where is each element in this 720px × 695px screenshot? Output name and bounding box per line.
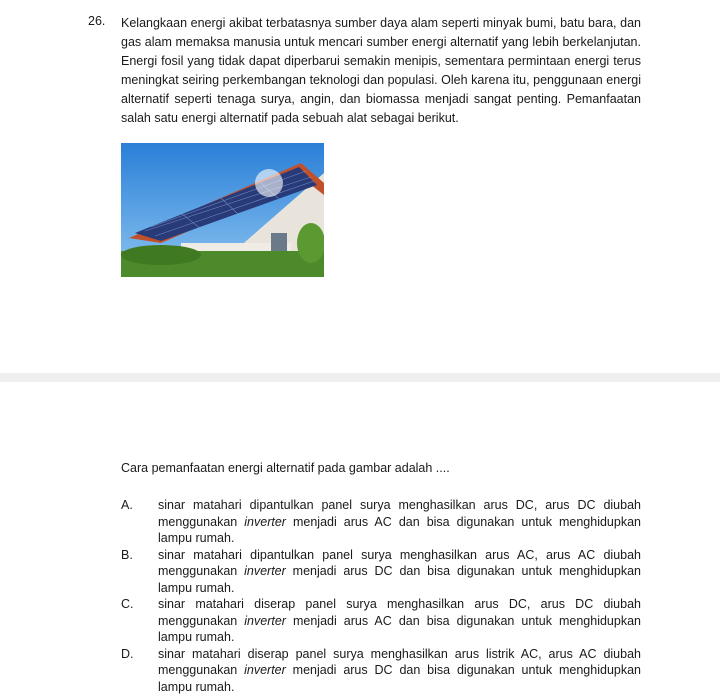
question-stem: Kelangkaan energi akibat terbatasnya sumber daya alam seperti minyak bumi, batu bara, dan gas alam memaksa manusia untuk mencari sumber energi alternatif yang lebih berkelanjutan. Energi fosil yang tidak dapat diperbarui semakin menipis, sementara permintaan energi terus meningkat seiring perkembangan teknologi dan populasi. Oleh karena itu, penggunaan energi alternatif seperti tenaga surya, angin, dan biomassa menjadi sangat penting. Pemanfaatan salah satu energi alternatif pada sebuah alat sebagai berikut. — [121, 14, 641, 128]
option-letter: B. — [121, 547, 158, 597]
option-letter: C. — [121, 596, 158, 646]
option-text: sinar matahari dipantulkan panel surya menghasilkan arus AC, arus AC diubah menggunakan inverter menjadi arus DC dan bisa digunakan untuk menghidupkan lampu rumah. — [158, 547, 641, 597]
option-text: sinar matahari dipantulkan panel surya menghasilkan arus DC, arus DC diubah menggunakan inverter menjadi arus AC dan bisa digunakan untuk menghidupkan lampu rumah. — [158, 497, 641, 547]
option-b[interactable] — [121, 547, 641, 597]
question-number: 26. — [88, 14, 105, 28]
option-a[interactable] — [121, 497, 641, 547]
question-prompt: Cara pemanfaatan energi alternatif pada gambar adalah .... — [121, 461, 450, 475]
option-text: sinar matahari diserap panel surya menghasilkan arus DC, arus DC diubah menggunakan inverter menjadi arus AC dan bisa digunakan untuk menghidupkan lampu rumah. — [158, 596, 641, 646]
page-separator — [0, 373, 720, 382]
option-c[interactable] — [121, 596, 641, 646]
option-letter: A. — [121, 497, 158, 547]
answer-options — [121, 497, 641, 695]
option-letter: D. — [121, 646, 158, 695]
option-d[interactable] — [121, 646, 641, 695]
solar-panel-house-image — [121, 143, 324, 277]
option-text: sinar matahari diserap panel surya menghasilkan arus listrik AC, arus AC diubah menggunakan inverter menjadi arus DC dan bisa digunakan untuk menghidupkan lampu rumah. — [158, 646, 641, 695]
